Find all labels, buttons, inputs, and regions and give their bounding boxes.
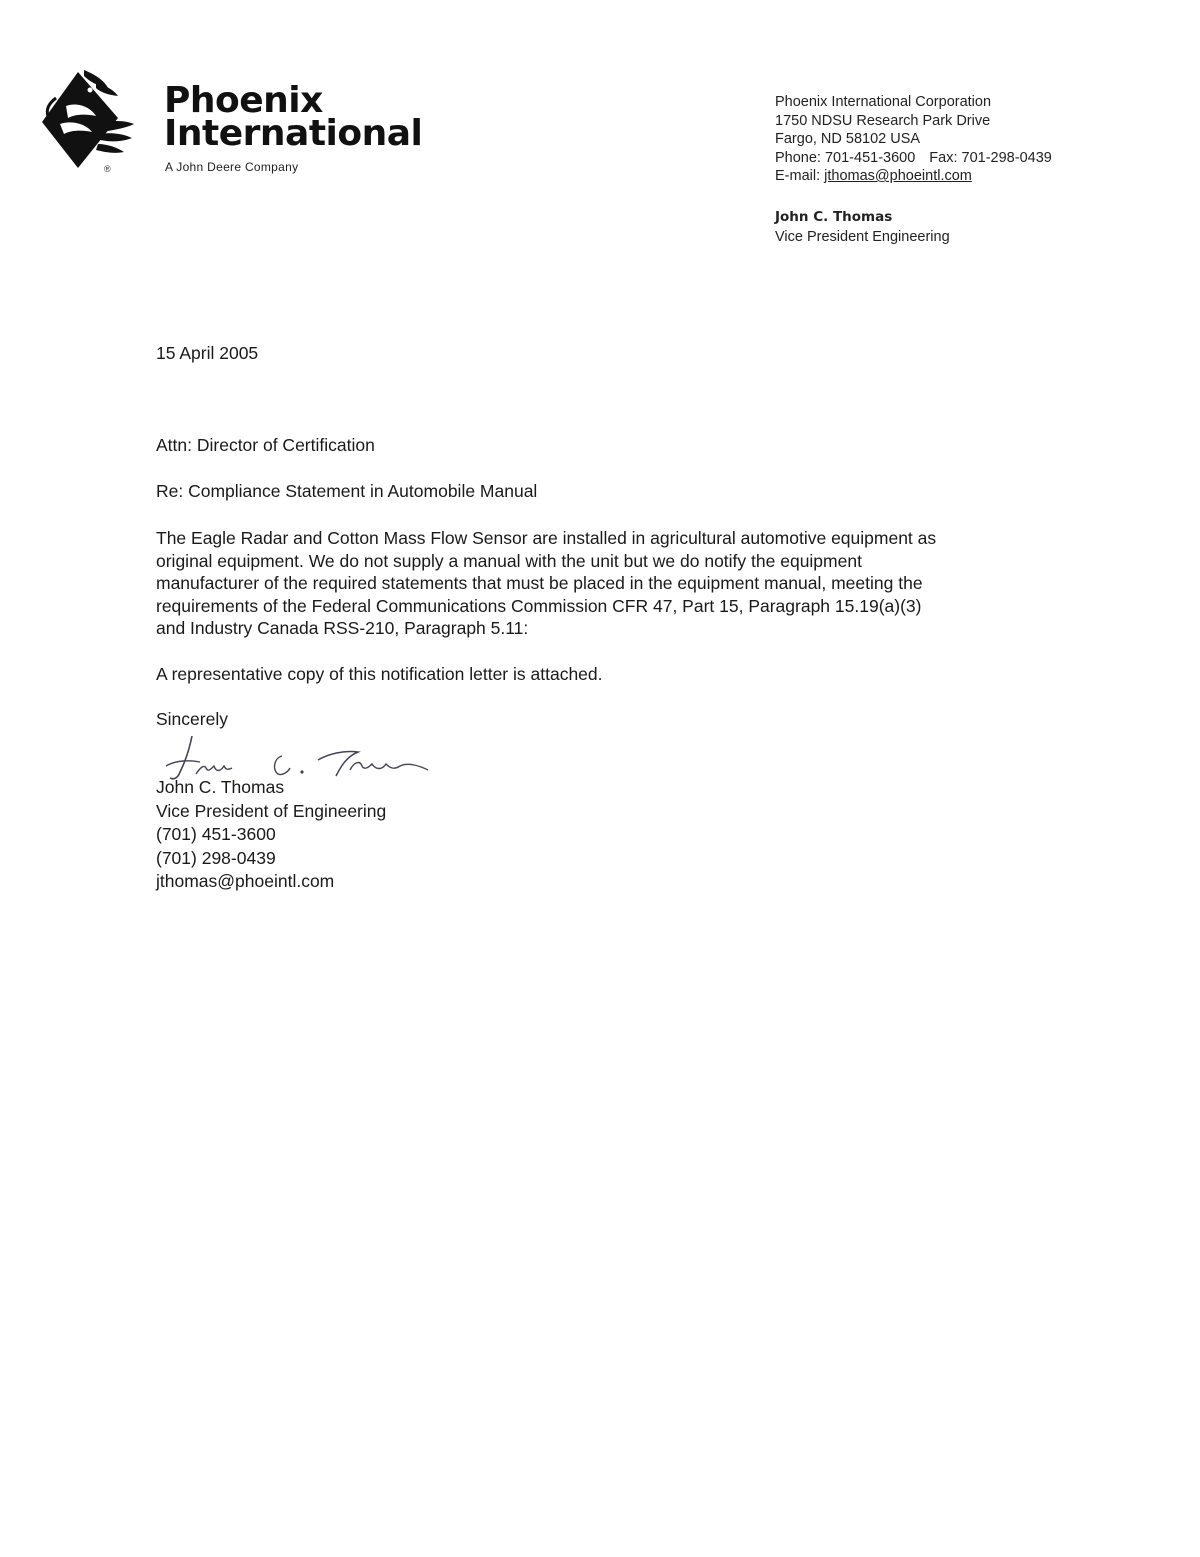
letterhead-sender	[775, 207, 950, 247]
attachment-note: A representative copy of this notification letter is attached.	[156, 664, 603, 684]
fax-number: Fax: 701-298-0439	[929, 149, 1052, 166]
company-logo	[38, 68, 423, 188]
sender-title: Vice President Engineering	[775, 229, 950, 245]
contact-line	[775, 149, 1052, 168]
street-address: 1750 NDSU Research Park Drive	[775, 112, 991, 129]
body-paragraph	[156, 527, 1056, 640]
email-link[interactable]: jthomas@phoeintl.com	[824, 168, 972, 184]
signature-block	[156, 776, 386, 894]
paragraph-line: and Industry Canada RSS-210, Paragraph 5.11:	[156, 618, 529, 638]
signatory-name: John C. Thomas	[156, 777, 285, 797]
subject-line: Re: Compliance Statement in Automobile Manual	[156, 481, 538, 501]
email-line	[775, 167, 1052, 186]
attention-line: Attn: Director of Certification	[156, 435, 375, 455]
sender-name: John C. Thomas	[775, 209, 893, 225]
company-name: Phoenix International	[164, 80, 423, 154]
registered-mark: ®	[104, 164, 111, 174]
email-label: E-mail:	[775, 168, 825, 184]
signatory-fax: (701) 298-0439	[156, 847, 276, 868]
paragraph-line: original equipment. We do not supply a manual with the unit but we do notify the equipment	[156, 550, 862, 571]
letterhead-address	[775, 93, 1052, 186]
company-full-name: Phoenix International Corporation	[775, 94, 992, 110]
paragraph-line: manufacturer of the required statements that must be placed in the equipment manual, meeting the	[156, 573, 923, 593]
letter-date: 15 April 2005	[156, 343, 259, 363]
signatory-email[interactable]: jthomas@phoeintl.com	[156, 871, 335, 891]
phoenix-bird-diamond-icon	[38, 68, 158, 180]
paragraph-line: The Eagle Radar and Cotton Mass Flow Sensor are installed in agricultural automotive equipment as	[156, 528, 937, 548]
city-address: Fargo, ND 58102 USA	[775, 131, 921, 147]
signatory-phone: (701) 451-3600	[156, 824, 276, 844]
signatory-title: Vice President of Engineering	[156, 800, 387, 821]
closing: Sincerely	[156, 709, 228, 729]
paragraph-line: requirements of the Federal Communications Commission CFR 47, Part 15, Paragraph 15.19(a)(3)	[156, 595, 922, 616]
phone-number: Phone: 701-451-3600	[775, 149, 916, 166]
company-subtitle: A John Deere Company	[165, 160, 299, 174]
